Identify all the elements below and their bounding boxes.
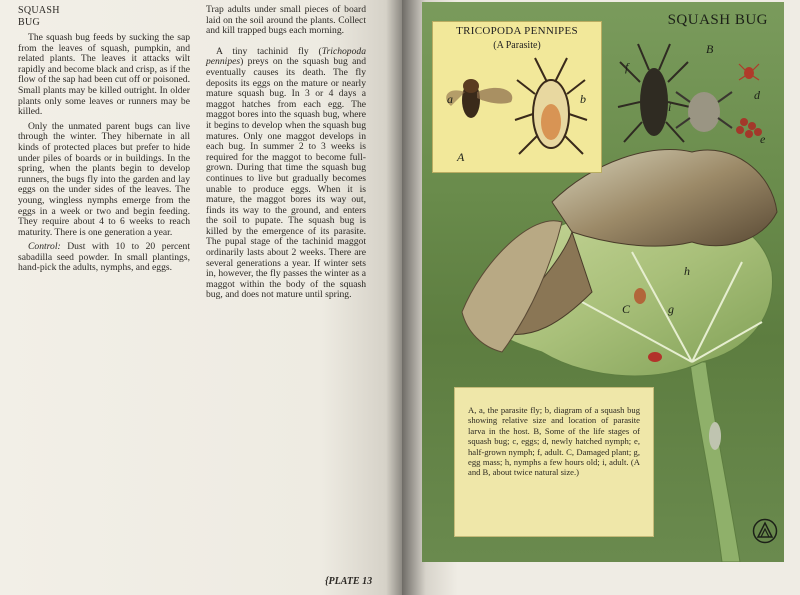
- parasite-fly: [446, 79, 512, 118]
- right-column: [206, 5, 366, 301]
- inset-subtitle: (A Parasite): [493, 40, 541, 51]
- plate-reference: {PLATE 13: [325, 576, 373, 587]
- publisher-logo-icon: [752, 518, 778, 544]
- adult-bug-on-stem: [709, 422, 721, 450]
- plant-stem: [690, 362, 740, 562]
- section-heading: SQUASH BUG: [18, 5, 60, 28]
- paragraph: A tiny tachinid fly (Trichopoda pennipes) preys on the squash bug and eventually causes its death. The fly deposits its eggs on the mature or nearly mature squash bug. In 3 or 4 days a maggot hatches from each egg. The maggot bores into the squash bug, where it begins to develop when the squash bug matures. Only one maggot develops in each bug. In summer 2 to 3 weeks is required for the maggot to become full-grown. During that time the squash bug continues to live but gradually becomes unable to produce eggs. When it is mature, the maggot bores its way out, finds its way to the ground, and enters the soil to pupate. The squash bug is killed by the emergence of its parasite. The pupal stage of the tachinid maggot ordinarily lasts about 2 weeks. There are several generations a year. If winter sets in, however, the fly passes the winter as a maggot within the body of the squash bug, and does not mature until spring.: [206, 45, 366, 301]
- control-label: Control:: [28, 241, 61, 253]
- label-i: i: [668, 100, 672, 114]
- plate-title: SQUASH BUG: [667, 12, 768, 28]
- paragraph: The squash bug feeds by sucking the sap from the leaves of squash, pumpkin, and related plants. The leaves it attacks wilt rapidly and become black and crisp, as if the flow of the sap had been cut off or poisoned. Small plants may be killed outright. In older plants only some leaves or runners may be killed.: [18, 32, 190, 118]
- label-A: A: [457, 150, 465, 164]
- left-column: [18, 5, 190, 274]
- parasite-inset: [432, 21, 602, 173]
- newly-hatched-nymph: [739, 64, 759, 80]
- illustration-plate: [422, 2, 784, 562]
- label-a: a: [447, 92, 453, 106]
- squash-bug-diagram: [515, 58, 587, 154]
- paragraph: Only the unmated parent bugs can live through the winter. They hibernate in all kinds of protected places but prefer to hide under piles of boards or in buildings. In the spring, when the plants begin to develop runners, the bugs fly into the garden and lay eggs on the under sides of the leaves. The young, wingless nymphs emerge from the eggs in a week or two and begin feeding. They require about 4 to 6 weeks to reach maturity. There is one generation a year.: [18, 120, 190, 238]
- inset-title: TRICOPODA PENNIPES: [456, 25, 578, 37]
- label-C: C: [622, 302, 631, 316]
- label-e: e: [760, 132, 766, 146]
- label-B: B: [706, 42, 714, 56]
- control-paragraph: Control: Dust with 10 to 20 percent sabadilla seed powder. In small plantings, hand-pick the adults, nymphs, and eggs.: [18, 241, 190, 274]
- label-g: g: [668, 302, 674, 316]
- egg-cluster: [736, 118, 762, 138]
- label-b: b: [580, 92, 586, 106]
- egg-mass: [634, 288, 646, 304]
- plate-caption: A, a, the parasite fly; b, diagram of a squash bug showing relative size and location of parasite larva in the host. B, Some of the life stages of squash bug; c, eggs; d, newly hatched nymph; e, half-grown nymph; f, adult. C, Damaged plant; g, egg mass; h, nymphs a few hours old; i, adult. (A and B, about twice natural size.): [454, 387, 654, 537]
- adult-squash-bug: [618, 44, 690, 142]
- label-f: f: [625, 60, 629, 74]
- nymph: [648, 352, 662, 362]
- paragraph: Trap adults under small pieces of board laid on the soil around the plants. Collect and kill trapped bugs each morning.: [206, 4, 366, 37]
- half-grown-nymph: [676, 92, 732, 132]
- label-d: d: [754, 88, 760, 102]
- label-h: h: [684, 264, 690, 278]
